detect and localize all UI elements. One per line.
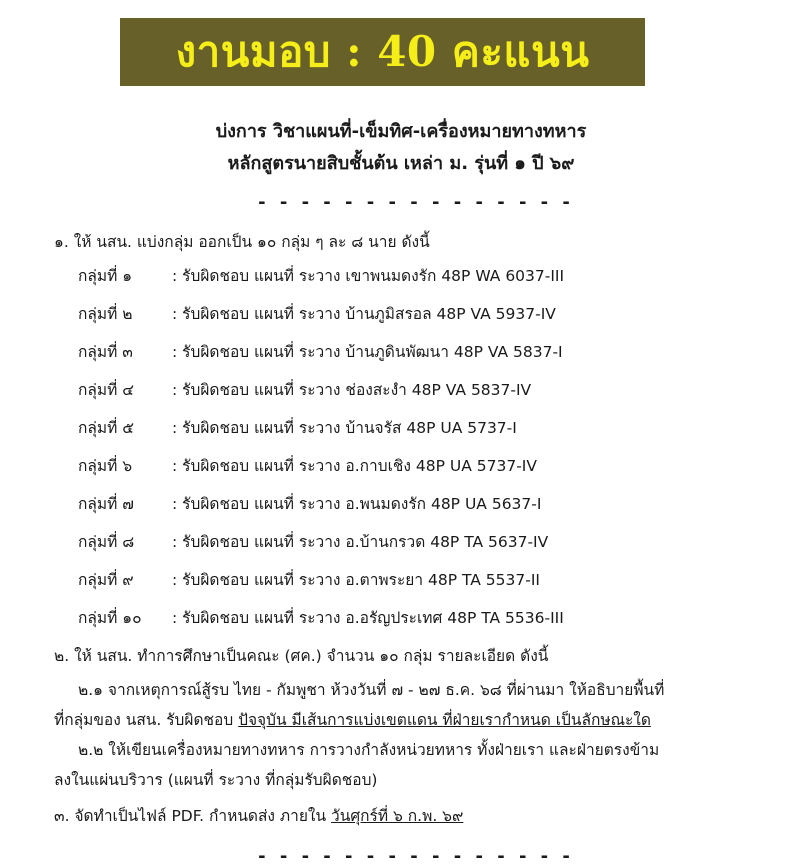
group-row — [78, 418, 517, 438]
group-row — [78, 494, 541, 514]
group-text: : รับผิดชอบ แผนที่ ระวาง บ้านภูมิสรอล 48P VA 5937-IV — [172, 305, 556, 323]
group-text: : รับผิดชอบ แผนที่ ระวาง อ.อรัญประเทศ 48P TA 5536-III — [172, 609, 564, 627]
group-row — [78, 456, 537, 476]
separator-bottom: - - - - - - - - - - - - - - - — [258, 846, 574, 867]
item-2-1-underlined: ปัจจุบัน มีเส้นการแบ่งเขตแดน ที่ฝ่ายเรากำหนด เป็นลักษณะใด — [238, 711, 651, 729]
group-label: กลุ่มที่ ๗ — [78, 495, 134, 513]
group-label: กลุ่มที่ ๘ — [78, 533, 135, 551]
item-2-1-line-1: ๒.๑ จากเหตุการณ์สู้รบ ไทย - กัมพูชา ห้วงวันที่ ๗ - ๒๗ ธ.ค. ๖๘ ที่ผ่านมา ให้อธิบายพื้นที่ — [78, 681, 665, 699]
group-text: : รับผิดชอบ แผนที่ ระวาง อ.กาบเชิง 48P UA 5737-IV — [172, 457, 537, 475]
item-2-intro: ๒. ให้ นสน. ทำการศึกษาเป็นคณะ (ศค.) จำนวน ๑๐ กลุ่ม รายละเอียด ดังนี้ — [54, 647, 549, 665]
header-line-2: หลักสูตรนายสิบชั้นต้น เหล่า ม. รุ่นที่ ๑ ปี ๖๙ — [227, 153, 575, 174]
item-3-deadline: วันศุกร์ที่ ๖ ก.พ. ๖๙ — [331, 807, 464, 825]
title-banner — [120, 18, 645, 86]
group-label: กลุ่มที่ ๑๐ — [78, 609, 142, 627]
item-3 — [54, 806, 463, 826]
group-row — [78, 608, 564, 628]
group-text: : รับผิดชอบ แผนที่ ระวาง เขาพนมดงรัก 48P WA 6037-III — [172, 267, 565, 285]
group-label: กลุ่มที่ ๙ — [78, 571, 134, 589]
group-row — [78, 380, 531, 400]
group-text: : รับผิดชอบ แผนที่ ระวาง บ้านภูดินพัฒนา 48P VA 5837-I — [172, 343, 563, 361]
group-text: : รับผิดชอบ แผนที่ ระวาง อ.ตาพระยา 48P TA 5537-II — [172, 571, 540, 589]
separator-top: - - - - - - - - - - - - - - - — [258, 192, 574, 213]
group-text: : รับผิดชอบ แผนที่ ระวาง อ.บ้านกรวด 48P TA 5637-IV — [172, 533, 549, 551]
item-2-2-line-2: ลงในแผ่นบริวาร (แผนที่ ระวาง ที่กลุ่มรับผิดชอบ) — [54, 771, 378, 789]
item-3-plain: ๓. จัดทำเป็นไฟล์ PDF. กำหนดส่ง ภายใน — [54, 807, 332, 825]
group-row — [78, 266, 564, 286]
group-row — [78, 532, 548, 552]
banner-title: งานมอบ : 40 คะแนน — [175, 27, 590, 76]
group-label: กลุ่มที่ ๑ — [78, 267, 133, 285]
group-label: กลุ่มที่ ๖ — [78, 457, 133, 475]
item-2-2-line-1: ๒.๒ ให้เขียนเครื่องหมายทางทหาร การวางกำลังหน่วยทหาร ทั้งฝ่ายเรา และฝ่ายตรงข้าม — [78, 741, 660, 759]
group-label: กลุ่มที่ ๕ — [78, 419, 134, 437]
group-label: กลุ่มที่ ๒ — [78, 305, 133, 323]
group-text: : รับผิดชอบ แผนที่ ระวาง อ.พนมดงรัก 48P UA 5637-I — [172, 495, 542, 513]
item-2-1-plain: ที่กลุ่มของ นสน. รับผิดชอบ — [54, 711, 239, 729]
header-line-1: บ่งการ วิชาแผนที่-เข็มทิศ-เครื่องหมายทางทหาร — [215, 121, 587, 142]
item-1-intro: ๑. ให้ นสน. แบ่งกลุ่ม ออกเป็น ๑๐ กลุ่ม ๆ ละ ๘ นาย ดังนี้ — [54, 233, 430, 251]
group-row — [78, 342, 563, 362]
group-label: กลุ่มที่ ๔ — [78, 381, 134, 399]
group-row — [78, 304, 556, 324]
group-text: : รับผิดชอบ แผนที่ ระวาง บ้านจรัส 48P UA 5737-I — [172, 419, 517, 437]
item-2-1-line-2 — [54, 710, 651, 730]
group-row — [78, 570, 540, 590]
group-text: : รับผิดชอบ แผนที่ ระวาง ช่องสะงำ 48P VA 5837-IV — [172, 381, 532, 399]
group-label: กลุ่มที่ ๓ — [78, 343, 133, 361]
